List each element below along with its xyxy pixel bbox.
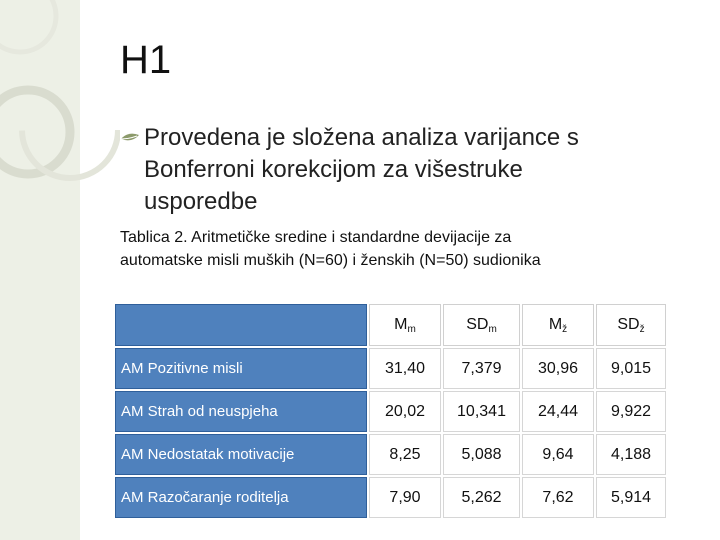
row-label: AM Nedostatak motivacije — [115, 434, 367, 475]
leaf-bullet-icon — [120, 131, 140, 147]
table-cell: 24,44 — [522, 391, 594, 432]
caption-line: Tablica 2. Aritmetičke sredine i standardne devijacije za — [120, 229, 512, 246]
slide-title: H1 — [120, 38, 172, 82]
table-header-row — [115, 304, 666, 346]
bullet-line: Provedena je složena analiza varijance s — [144, 124, 579, 151]
table-cell: 7,379 — [443, 348, 520, 389]
table-cell: 10,341 — [443, 391, 520, 432]
table-cell: 7,62 — [522, 477, 594, 518]
table-row — [115, 348, 666, 389]
caption-line: automatske misli muških (N=60) i ženskih (N=50) sudionika — [120, 252, 541, 269]
header-sd-female: $SD_ž$ — [596, 304, 666, 346]
table-row — [115, 391, 666, 432]
decorative-rings — [0, 0, 120, 260]
table-cell: 9,922 — [596, 391, 666, 432]
table-cell: 20,02 — [369, 391, 441, 432]
bullet-line: usporedbe — [144, 188, 258, 215]
bullet-item — [120, 122, 700, 218]
row-label: AM Razočaranje roditelja — [115, 477, 367, 518]
row-label: AM Pozitivne misli — [115, 348, 367, 389]
bullet-text — [144, 122, 700, 218]
bullet-line: Bonferroni korekcijom za višestruke — [144, 156, 523, 183]
table-cell: 5,262 — [443, 477, 520, 518]
table-caption — [120, 226, 700, 272]
header-mean-female: $M_ž$ — [522, 304, 594, 346]
table-cell: 31,40 — [369, 348, 441, 389]
table-cell: 9,64 — [522, 434, 594, 475]
header-sd-male: $SD_m$ — [443, 304, 520, 346]
row-label: AM Strah od neuspjeha — [115, 391, 367, 432]
table-cell: 7,90 — [369, 477, 441, 518]
table-cell: 4,188 — [596, 434, 666, 475]
header-stub-cell — [115, 304, 367, 346]
header-mean-male: $M_m$ — [369, 304, 441, 346]
table-cell: 8,25 — [369, 434, 441, 475]
table-cell: 5,914 — [596, 477, 666, 518]
statistics-table — [113, 302, 668, 520]
table-cell: 5,088 — [443, 434, 520, 475]
table-row — [115, 434, 666, 475]
table-row — [115, 477, 666, 518]
table-cell: 30,96 — [522, 348, 594, 389]
table-cell: 9,015 — [596, 348, 666, 389]
